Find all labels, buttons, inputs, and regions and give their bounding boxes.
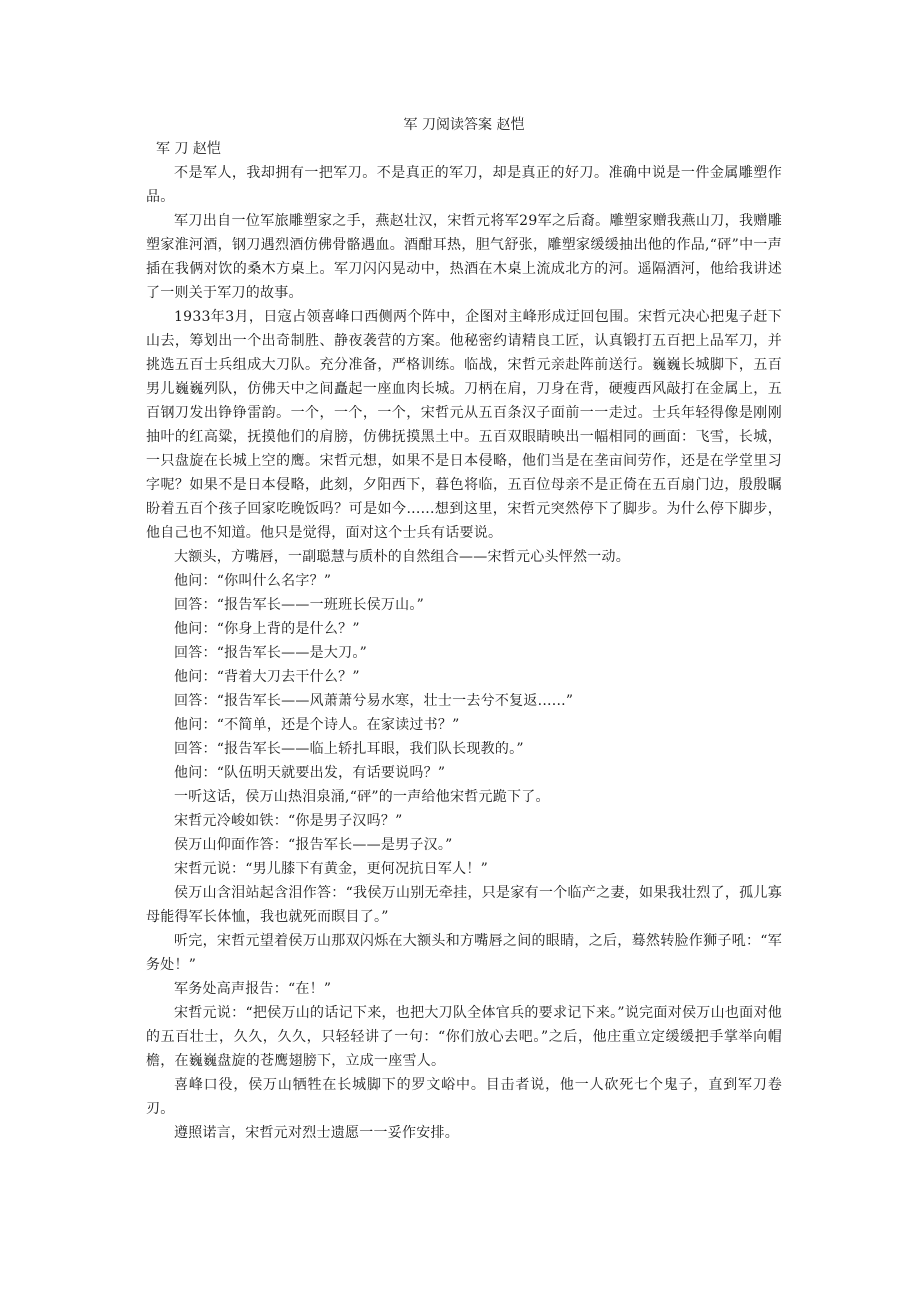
paragraph: 宋哲元说：“男儿膝下有黄金，更何况抗日军人！” <box>174 861 489 877</box>
article-body <box>146 161 782 1145</box>
paragraph: 他问：“队伍明天就要出发，有话要说吗？” <box>174 765 446 781</box>
paragraph: 宋哲元冷峻如铁：“你是男子汉吗？” <box>174 813 403 829</box>
paragraph: 回答：“报告军长——临上轿扎耳眼，我们队长现教的。” <box>174 741 524 757</box>
paragraph: 回答：“报告军长——风萧萧兮易水寒，壮士一去兮不复返......” <box>174 693 574 709</box>
paragraph: 1933年3月，日寇占领喜峰口西侧两个阵中，企图对主峰形成迂回包围。宋哲元决心把鬼子赶下山去，筹划出一个出奇制胜、静夜袭营的方案。他秘密约请精良工匠，认真锻打五百把上品军刀，并挑选五百士兵组成大刀队。充分准备，严格训练。临战，宋哲元亲赴阵前送行。巍巍长城脚下，五百男儿巍巍列队，仿佛天中之间矗起一座血肉长城。刀柄在肩，刀身在背，硬瘦西风敲打在金属上，五百钢刀发出铮铮雷韵。一个，一个，一个，宋哲元从五百条汉子面前一一走过。士兵年轻得像是刚刚抽叶的红高粱，抚摸他们的肩膀，仿佛抚摸黑土中。五百双眼睛映出一幅相同的画面：飞雪，长城，一只盘旋在长城上空的鹰。宋哲元想，如果不是日本侵略，他们当是在垄亩间劳作，还是在学堂里习字呢？如果不是日本侵略，此刻，夕阳西下，暮色将临，五百位母亲不是正倚在五百扇门边，殷殷瞩盼着五百个孩子回家吃晚饭吗？可是如今......想到这里，宋哲元突然停下了脚步。为什么停下脚步，他自己也不知道。他只是觉得，面对这个士兵有话要说。 <box>146 309 782 541</box>
paragraph: 他问：“背着大刀去干什么？” <box>174 669 360 685</box>
article-heading: 军 刀 赵恺 <box>156 141 221 157</box>
paragraph: 遵照诺言，宋哲元对烈士遗愿一一妥作安排。 <box>174 1125 459 1141</box>
paragraph: 他问：“你叫什么名字？” <box>174 573 332 589</box>
document-page <box>146 113 782 1145</box>
paragraph: 他问：“不简单，还是个诗人。在家读过书？” <box>174 717 460 733</box>
paragraph: 听完，宋哲元望着侯万山那双闪烁在大额头和方嘴唇之间的眼睛，之后，蓦然转脸作狮子吼：“军务处！” <box>146 933 782 973</box>
paragraph: 喜峰口役，侯万山牺牲在长城脚下的罗文峪中。目击者说，他一人砍死七个鬼子，直到军刀卷刃。 <box>146 1077 782 1117</box>
paragraph: 军务处高声报告：“在！” <box>174 981 332 997</box>
paragraph: 侯万山含泪站起含泪作答：“我侯万山别无牵挂，只是家有一个临产之妻，如果我壮烈了，孤儿寡母能得军长体恤，我也就死而瞑目了。” <box>146 885 782 925</box>
paragraph: 回答：“报告军长——一班班长侯万山。” <box>174 597 425 613</box>
paragraph: 不是军人，我却拥有一把军刀。不是真正的军刀，却是真正的好刀。准确中说是一件金属雕塑作品。 <box>146 165 782 205</box>
document-title: 军 刀阅读答案 赵恺 <box>403 117 525 133</box>
paragraph: 大额头，方嘴唇，一副聪慧与质朴的自然组合——宋哲元心头怦然一动。 <box>174 549 630 565</box>
paragraph: 宋哲元说：“把侯万山的话记下来，也把大刀队全体官兵的要求记下来。”说完面对侯万山也面对他的五百壮士，久久，久久，只轻轻讲了一句：“你们放心去吧。”之后，他庄重立定缓缓把手掌举向帽檐，在巍巍盘旋的苍鹰翅膀下，立成一座雪人。 <box>146 1005 782 1069</box>
paragraph: 回答：“报告军长——是大刀。” <box>174 645 368 661</box>
paragraph: 一听这话，侯万山热泪泉涌,“砰”的一声给他宋哲元跪下了。 <box>174 789 550 805</box>
paragraph: 他问：“你身上背的是什么？” <box>174 621 360 637</box>
paragraph: 侯万山仰面作答：“报告军长——是男子汉。” <box>174 837 453 853</box>
paragraph: 军刀出自一位军旅雕塑家之手，燕赵壮汉，宋哲元将军29军之后裔。雕塑家赠我燕山刀，我赠雕塑家淮河酒，钢刀遇烈酒仿佛骨骼遇血。酒酣耳热，胆气舒张，雕塑家缓缓抽出他的作品,“砰”中一声插在我俩对饮的桑木方桌上。军刀闪闪晃动中，热酒在木桌上流成北方的河。遥隔酒河，他给我讲述了一则关于军刀的故事。 <box>146 213 782 301</box>
